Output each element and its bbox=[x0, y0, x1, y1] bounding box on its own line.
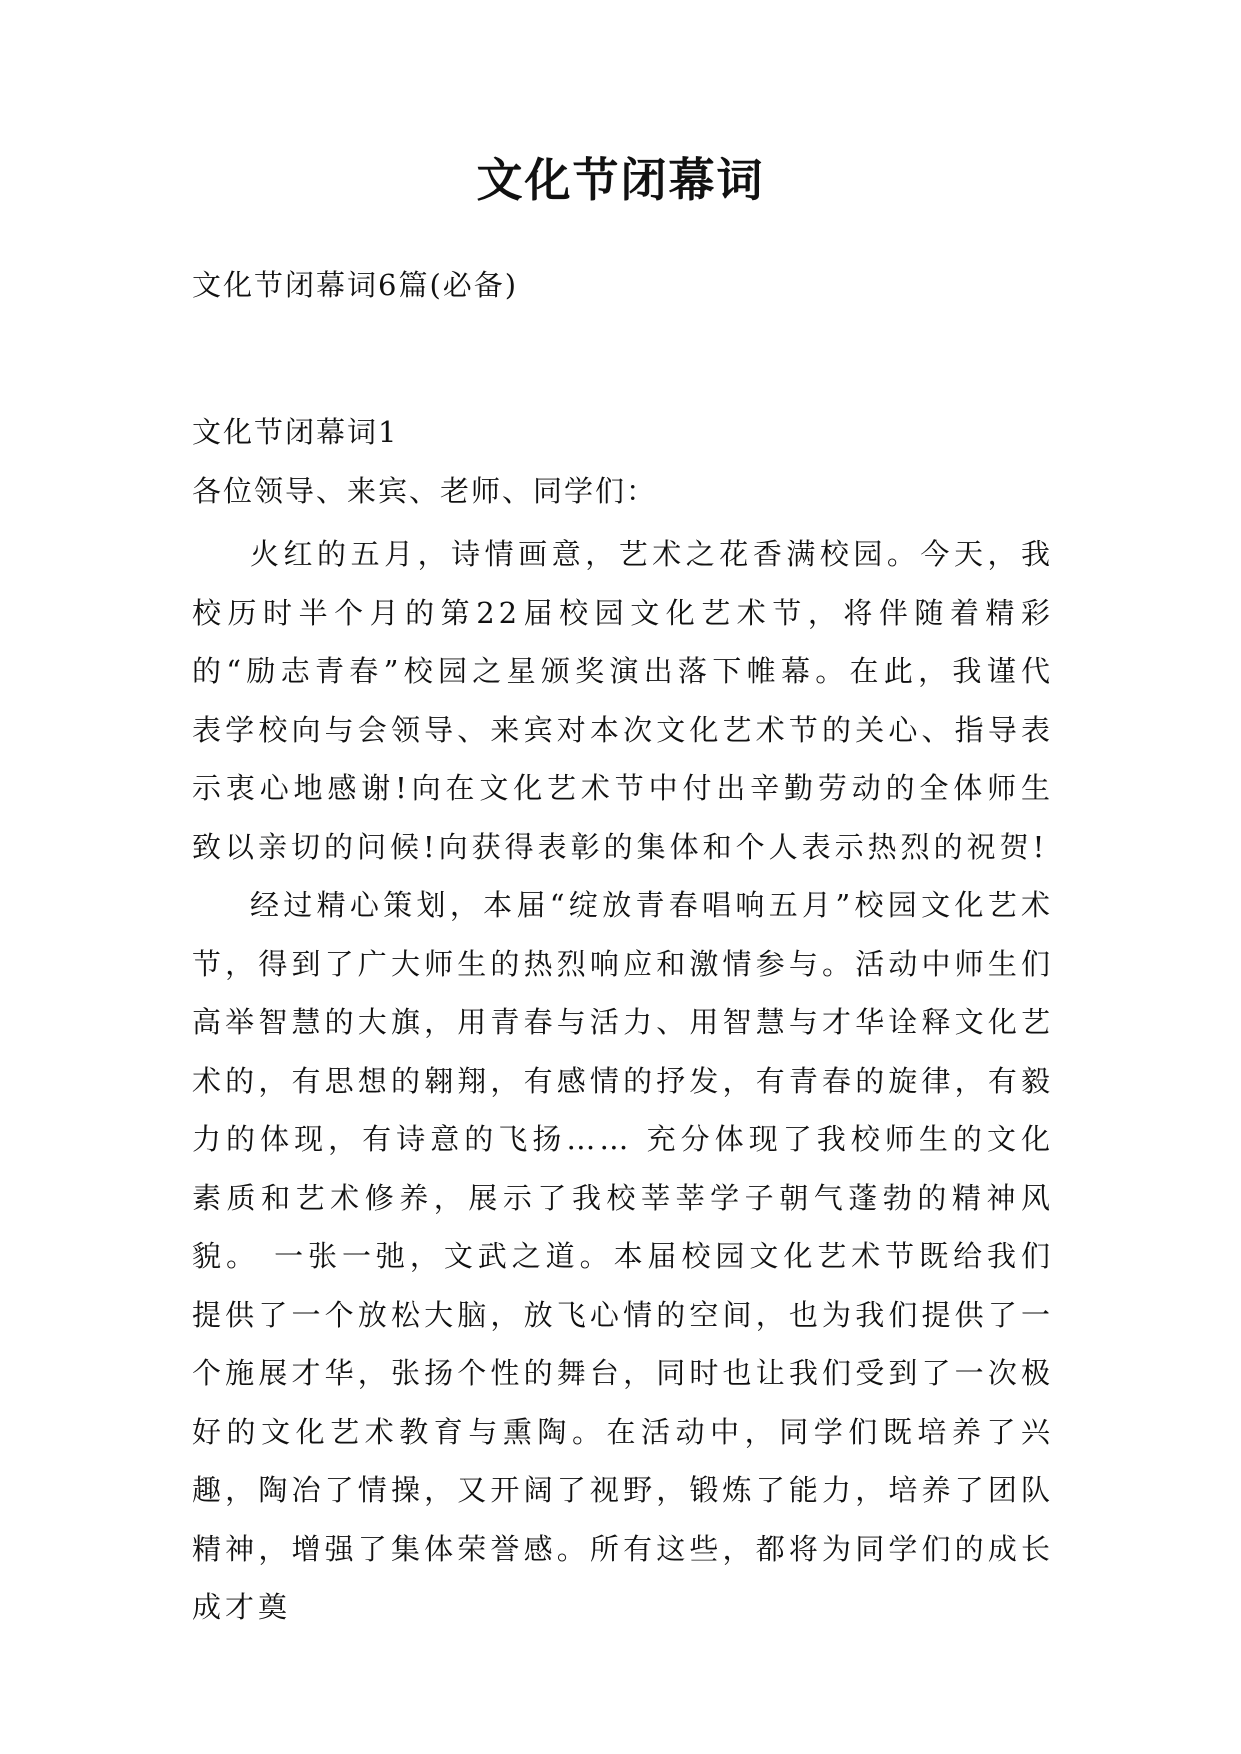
document-subtitle: 文化节闭幕词6篇(必备) bbox=[192, 268, 519, 302]
section-heading: 文化节闭幕词1 bbox=[192, 415, 399, 449]
body-text bbox=[192, 525, 1054, 1637]
greeting: 各位领导、来宾、老师、同学们： bbox=[192, 474, 658, 508]
paragraph-2: 经过精心策划，本届“绽放青春唱响五月”校园文化艺术节，得到了广大师生的热烈响应和激情参与。活动中师生们高举智慧的大旗，用青春与活力、用智慧与才华诠释文化艺术的，有思想的翱翔，有感情的抒发，有青春的旋律，有毅力的体现，有诗意的飞扬…… 充分体现了我校师生的文化素质和艺术修养，展示了我校莘莘学子朝气蓬勃的精神风貌。 一张一弛，文武之道。本届校园文化艺术节既给我们提供了一个放松大脑，放飞心情的空间，也为我们提供了一个施展才华，张扬个性的舞台，同时也让我们受到了一次极好的文化艺术教育与熏陶。在活动中，同学们既培养了兴趣，陶冶了情操，又开阔了视野，锻炼了能力，培养了团队精神，增强了集体荣誉感。所有这些，都将为同学们的成长成才奠 bbox=[192, 888, 1054, 1624]
paragraph-1: 火红的五月，诗情画意，艺术之花香满校园。今天，我校历时半个月的第22届校园文化艺术节，将伴随着精彩的“励志青春”校园之星颁奖演出落下帷幕。在此，我谨代表学校向与会领导、来宾对本次文化艺术节的关心、指导表示衷心地感谢!向在文化艺术节中付出辛勤劳动的全体师生致以亲切的问候!向获得表彰的集体和个人表示热烈的祝贺! bbox=[192, 537, 1054, 864]
document-title: 文化节闭幕词 bbox=[476, 153, 765, 207]
